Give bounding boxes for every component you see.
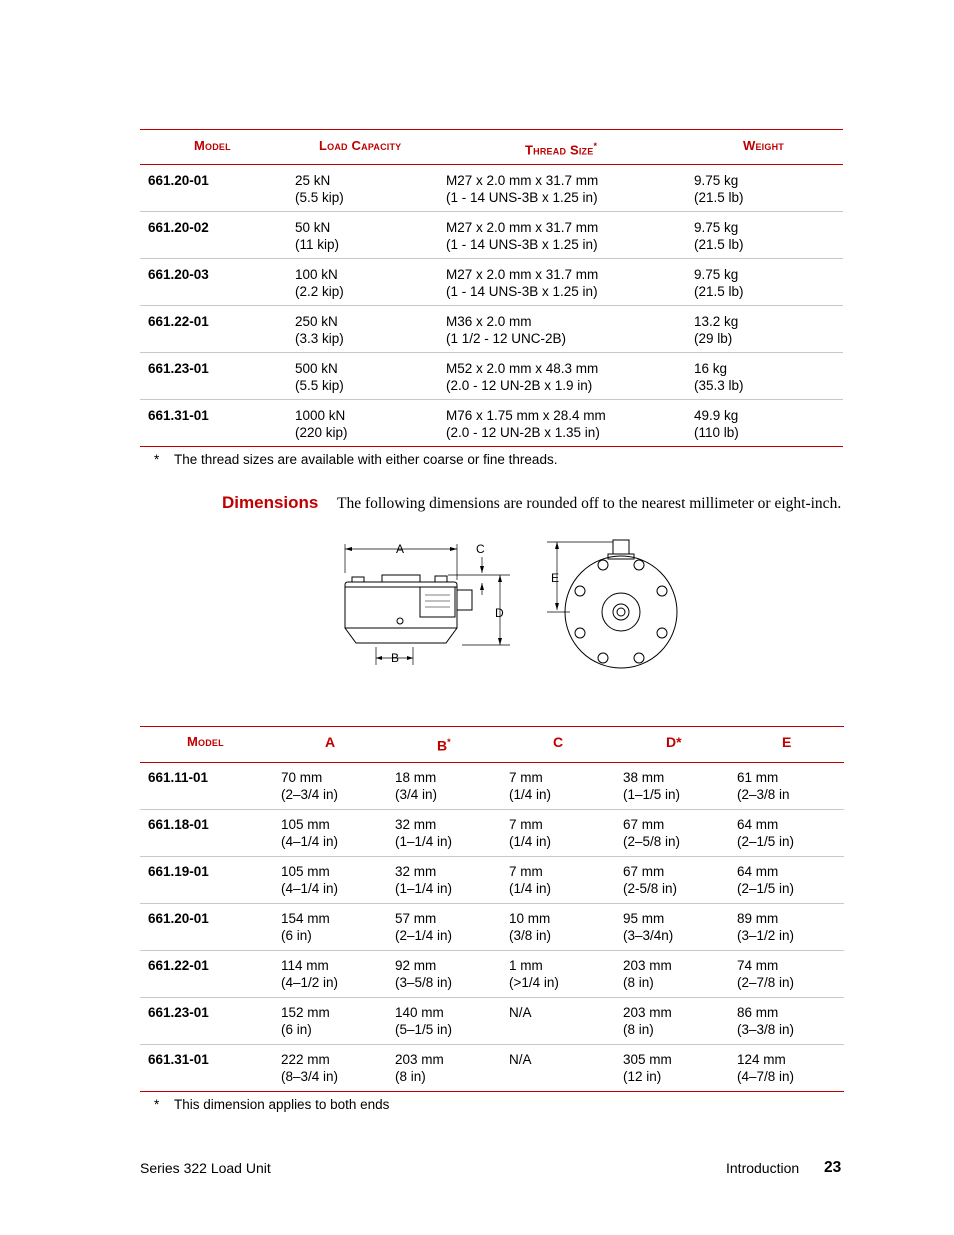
cell-thread-line: M27 x 2.0 mm x 31.7 mm [446,173,599,188]
footnote-mark: * [154,1097,160,1112]
cell-thread [446,407,606,441]
cell-a [281,769,338,803]
cell-capacity [295,360,344,394]
cell-capacity-line: 100 kN [295,267,338,282]
cell-b [395,910,452,944]
cell-d-line: (8 in) [623,975,654,990]
cell-a-line: 105 mm [281,817,330,832]
footer-section: Introduction [726,1160,800,1176]
cell-c-line: N/A [509,1005,532,1020]
cell-weight-line: (21.5 lb) [694,190,744,205]
cell-e-line: 64 mm [737,864,779,879]
table-row [140,400,843,447]
cell-model-line: 661.20-02 [148,220,209,235]
cell-a-line: (2–3/4 in) [281,787,339,802]
cell-thread [446,266,598,300]
cell-model [148,266,209,283]
cell-b [395,957,452,991]
cell-d-line: 38 mm [623,770,665,785]
load-unit-dimension-diagram [330,535,690,675]
footnote-text: This dimension applies to both ends [174,1097,390,1112]
cell-b-line: 203 mm [395,1052,444,1067]
cell-d-line: (3–3/4n) [623,928,674,943]
cell-d-line: 203 mm [623,958,672,973]
table-row [140,212,843,259]
cell-weight-line: 9.75 kg [694,267,739,282]
cell-c [509,863,551,897]
cell-capacity-line: (3.3 kip) [295,331,344,346]
cell-weight-line: 13.2 kg [694,314,739,329]
cell-c [509,910,551,944]
cell-model-line: 661.31-01 [148,408,209,423]
cell-capacity [295,407,348,441]
cell-model [148,360,209,377]
cell-b-line: 18 mm [395,770,437,785]
cell-thread-line: (2.0 - 12 UN-2B x 1.9 in) [446,378,593,393]
cell-e [737,1004,794,1038]
cell-thread-line: (1 - 14 UNS-3B x 1.25 in) [446,284,598,299]
table-row [140,353,843,400]
cell-d-line: (8 in) [623,1022,654,1037]
cell-model [148,863,209,880]
diagram-label-a: A [396,542,405,556]
cell-b-line: 92 mm [395,958,437,973]
cell-d [623,816,680,850]
cell-d [623,1051,672,1085]
cell-capacity-line: 25 kN [295,173,331,188]
cell-thread-line: M27 x 2.0 mm x 31.7 mm [446,267,599,282]
header-model: Model [194,138,231,153]
cell-d-line: (1–1/5 in) [623,787,681,802]
diagram-label-d: D [495,606,504,620]
table-header [140,129,843,165]
table-row [140,1045,844,1092]
dimensions-intro: The following dimensions are rounded off to the nearest millimeter or eight-inch. [337,495,842,512]
cell-weight [694,172,744,206]
cell-capacity [295,219,339,253]
cell-d [623,863,677,897]
cell-a [281,816,338,850]
cell-e-line: 74 mm [737,958,779,973]
cell-a-line: 70 mm [281,770,323,785]
dimensions-heading: Dimensions [222,493,319,512]
header-b-text: B [437,737,448,754]
header-load-capacity: Load Capacity [319,138,402,153]
cell-e-line: 61 mm [737,770,779,785]
cell-thread-line: M52 x 2.0 mm x 48.3 mm [446,361,599,376]
cell-c-line: (>1/4 in) [509,975,559,990]
cell-thread-line: (1 - 14 UNS-3B x 1.25 in) [446,237,598,252]
header-c: C [553,734,564,750]
cell-e [737,816,794,850]
cell-a [281,957,338,991]
table-row [140,810,844,857]
cell-c-line: (3/8 in) [509,928,552,943]
cell-weight-line: 16 kg [694,361,728,376]
cell-model-line: 661.31-01 [148,1052,209,1067]
cell-weight-line: 9.75 kg [694,220,739,235]
cell-b-line: 140 mm [395,1005,444,1020]
cell-e [737,1051,794,1085]
cell-model-line: 661.11-01 [148,770,209,785]
header-weight: Weight [743,138,784,153]
cell-weight-line: (21.5 lb) [694,284,744,299]
cell-d-line: 95 mm [623,911,665,926]
cell-e [737,910,794,944]
table-row [140,763,844,810]
cell-d-line: (12 in) [623,1069,662,1084]
cell-a [281,863,338,897]
header-b-footnote-mark: * [447,737,451,747]
cell-a [281,1051,338,1085]
cell-model-line: 661.20-03 [148,267,209,282]
header-thread-footnote-mark: * [593,141,598,151]
cell-b [395,1004,452,1038]
cell-weight-line: 49.9 kg [694,408,739,423]
cell-c [509,1004,532,1021]
cell-e-line: (4–7/8 in) [737,1069,795,1084]
cell-model-line: 661.20-01 [148,911,209,926]
cell-c-line: 1 mm [509,958,543,973]
header-thread-size-text: Thread Size [525,142,594,158]
cell-c-line: 7 mm [509,864,543,879]
cell-c [509,957,559,991]
cell-c [509,769,551,803]
cell-weight [694,266,744,300]
cell-a-line: 105 mm [281,864,330,879]
cell-d [623,957,672,991]
cell-a-line: (6 in) [281,928,312,943]
cell-weight [694,313,738,347]
cell-model [148,172,209,189]
cell-a-line: (4–1/2 in) [281,975,339,990]
table-header [140,726,844,763]
cell-model [148,1051,209,1068]
cell-e-line: 89 mm [737,911,779,926]
cell-c-line: (1/4 in) [509,881,552,896]
diagram-label-c: C [476,542,485,556]
header-b [437,737,451,754]
cell-e-line: 64 mm [737,817,779,832]
cell-e-line: 86 mm [737,1005,779,1020]
cell-thread-line: M27 x 2.0 mm x 31.7 mm [446,220,599,235]
cell-weight-line: 9.75 kg [694,173,739,188]
cell-a-line: 152 mm [281,1005,330,1020]
header-model: Model [187,734,224,749]
cell-capacity-line: (5.5 kip) [295,190,344,205]
cell-model-line: 661.20-01 [148,173,209,188]
cell-model-line: 661.22-01 [148,958,209,973]
cell-e-line: (2–1/5 in) [737,881,795,896]
cell-weight [694,219,744,253]
cell-c-line: N/A [509,1052,532,1067]
cell-thread [446,313,566,347]
cell-model [148,957,209,974]
cell-b-line: (3/4 in) [395,787,438,802]
cell-thread [446,172,598,206]
cell-thread-line: (1 - 14 UNS-3B x 1.25 in) [446,190,598,205]
diagram-label-b: B [391,651,400,665]
cell-capacity-line: (220 kip) [295,425,348,440]
cell-weight-line: (110 lb) [694,425,739,440]
cell-d-line: 67 mm [623,864,665,879]
cell-model-line: 661.23-01 [148,361,209,376]
cell-model-line: 661.18-01 [148,817,209,832]
cell-b-line: 57 mm [395,911,437,926]
cell-d-line: 203 mm [623,1005,672,1020]
cell-d [623,1004,672,1038]
cell-c-line: 10 mm [509,911,551,926]
cell-thread-line: M76 x 1.75 mm x 28.4 mm [446,408,606,423]
footnote-mark: * [154,452,160,467]
cell-e-line: (2–1/5 in) [737,834,795,849]
cell-capacity-line: (11 kip) [295,237,340,252]
cell-model [148,910,209,927]
cell-weight [694,360,744,394]
cell-d [623,910,673,944]
cell-b-line: (1–1/4 in) [395,881,453,896]
cell-c [509,1051,532,1068]
cell-e [737,769,790,803]
dimensions-table [140,726,844,1092]
cell-model [148,219,209,236]
cell-a [281,910,330,944]
table-row [140,857,844,904]
cell-c-line: 7 mm [509,770,543,785]
cell-c [509,816,551,850]
cell-weight-line: (29 lb) [694,331,733,346]
diagram-label-e: E [551,571,560,585]
table-row [140,165,843,212]
cell-b-line: (1–1/4 in) [395,834,453,849]
cell-thread [446,360,598,394]
cell-weight-line: (21.5 lb) [694,237,744,252]
cell-model [148,1004,209,1021]
dimension-footnote [154,1097,389,1112]
cell-thread [446,219,598,253]
footnote-text: The thread sizes are available with either coarse or fine threads. [174,452,558,467]
cell-b [395,1051,444,1085]
cell-d-line: (2-5/8 in) [623,881,678,896]
table-row [140,951,844,998]
cell-model [148,769,208,786]
cell-c-line: (1/4 in) [509,787,552,802]
table-row [140,259,843,306]
cell-a-line: 154 mm [281,911,330,926]
cell-b-line: 32 mm [395,864,437,879]
header-thread-size [525,141,597,157]
cell-a-line: 114 mm [281,958,329,973]
cell-a-line: (4–1/4 in) [281,834,339,849]
cell-b-line: (2–1/4 in) [395,928,453,943]
page-number: 23 [824,1159,842,1176]
cell-b-line: (3–5/8 in) [395,975,453,990]
cell-d-line: 67 mm [623,817,665,832]
cell-e-line: (2–7/8 in) [737,975,795,990]
cell-capacity-line: 250 kN [295,314,338,329]
cell-a [281,1004,330,1038]
cell-model [148,407,209,424]
cell-capacity-line: 50 kN [295,220,331,235]
top-view-drawing [565,540,677,668]
cell-thread-line: M36 x 2.0 mm [446,314,532,329]
header-d: D* [666,734,682,750]
header-e: E [782,734,792,750]
cell-c-line: (1/4 in) [509,834,552,849]
cell-capacity-line: 1000 kN [295,408,346,423]
cell-model-line: 661.19-01 [148,864,209,879]
cell-capacity-line: 500 kN [295,361,338,376]
side-view-drawing [345,575,472,643]
cell-capacity [295,313,344,347]
cell-b [395,816,452,850]
cell-e-line: 124 mm [737,1052,786,1067]
table-row [140,998,844,1045]
cell-e-line: (3–3/8 in) [737,1022,795,1037]
cell-thread-line: (1 1/2 - 12 UNC-2B) [446,331,567,346]
table-row [140,904,844,951]
cell-d-line: 305 mm [623,1052,672,1067]
cell-e-line: (3–1/2 in) [737,928,795,943]
cell-capacity-line: (5.5 kip) [295,378,344,393]
cell-e-line: (2–3/8 in [737,787,790,802]
cell-model-line: 661.23-01 [148,1005,209,1020]
cell-a-line: (4–1/4 in) [281,881,339,896]
cell-b-line: (8 in) [395,1069,426,1084]
table-row [140,306,843,353]
load-capacity-table [140,129,843,447]
thread-footnote [154,452,557,467]
cell-b-line: 32 mm [395,817,437,832]
cell-a-line: 222 mm [281,1052,330,1067]
cell-weight [694,407,739,441]
cell-c-line: 7 mm [509,817,543,832]
cell-thread-line: (2.0 - 12 UN-2B x 1.35 in) [446,425,600,440]
cell-model-line: 661.22-01 [148,314,209,329]
cell-e [737,957,794,991]
cell-e [737,863,794,897]
cell-capacity-line: (2.2 kip) [295,284,344,299]
footer-doc-title: Series 322 Load Unit [140,1160,271,1176]
cell-capacity [295,172,344,206]
cell-b [395,863,452,897]
cell-a-line: (8–3/4 in) [281,1069,339,1084]
cell-a-line: (6 in) [281,1022,312,1037]
cell-capacity [295,266,344,300]
cell-model [148,816,209,833]
cell-b [395,769,437,803]
cell-d [623,769,680,803]
cell-weight-line: (35.3 lb) [694,378,744,393]
cell-b-line: (5–1/5 in) [395,1022,453,1037]
cell-model [148,313,209,330]
cell-d-line: (2–5/8 in) [623,834,681,849]
header-a: A [325,734,336,750]
